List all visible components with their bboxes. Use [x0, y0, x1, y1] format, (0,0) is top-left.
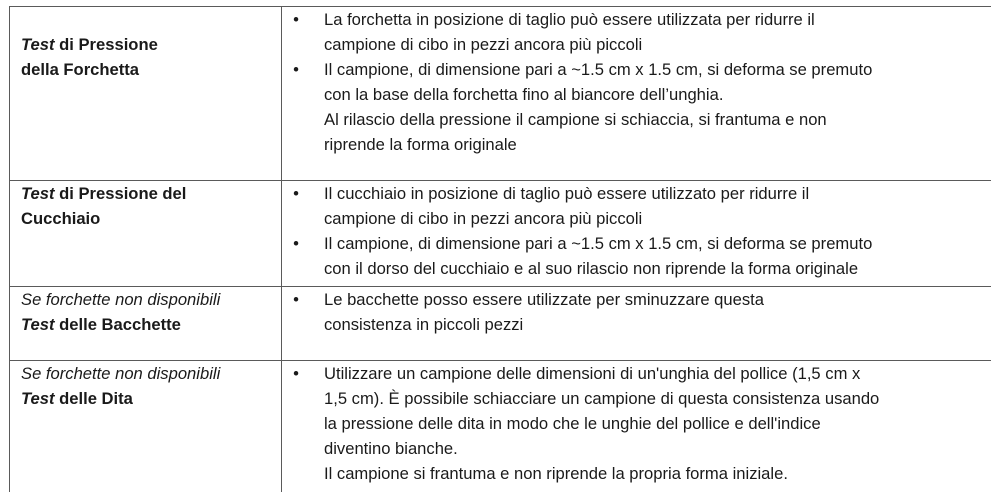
table-row	[10, 361, 992, 493]
description-line: 1,5 cm). È possibile schiacciare un campione di questa consistenza usando	[324, 389, 880, 408]
bullet-icon: •	[293, 10, 299, 29]
description-list	[282, 7, 991, 157]
test-name: Test di Pressione del	[21, 184, 187, 203]
description-line: riprende la forma originale	[324, 135, 517, 154]
description-line: Utilizzare un campione delle dimensioni di un'unghia del pollice (1,5 cm x	[324, 364, 861, 383]
list-item	[282, 57, 991, 157]
list-item	[282, 361, 991, 486]
availability-note: Se forchette non disponibili	[21, 290, 221, 309]
test-description-cell	[282, 287, 992, 361]
test-description-cell	[282, 361, 992, 493]
list-item	[282, 7, 991, 57]
bullet-icon: •	[293, 60, 299, 79]
description-line: Al rilascio della pressione il campione si schiaccia, si frantuma e non	[324, 110, 827, 129]
list-item	[282, 231, 991, 281]
bullet-icon: •	[293, 290, 299, 309]
test-name-cell	[10, 7, 282, 181]
test-name: Test delle Bacchette	[21, 315, 181, 334]
table-row	[10, 287, 992, 361]
description-line: campione di cibo in pezzi ancora più piccoli	[324, 35, 643, 54]
test-name-cell	[10, 287, 282, 361]
description-line: Le bacchette posso essere utilizzate per sminuzzare questa	[324, 290, 764, 309]
description-line: Il cucchiaio in posizione di taglio può essere utilizzato per ridurre il	[324, 184, 810, 203]
description-list	[282, 181, 991, 281]
consistency-test-table	[9, 6, 991, 492]
test-name: Test di Pressione	[21, 35, 158, 54]
description-line: consistenza in piccoli pezzi	[324, 315, 524, 334]
description-line: la pressione delle dita in modo che le unghie del pollice e dell'indice	[324, 414, 821, 433]
description-line: La forchetta in posizione di taglio può essere utilizzata per ridurre il	[324, 10, 815, 29]
description-line: campione di cibo in pezzi ancora più piccoli	[324, 209, 643, 228]
bullet-icon: •	[293, 234, 299, 253]
description-list	[282, 287, 991, 337]
test-name: Test delle Dita	[21, 389, 133, 408]
list-item	[282, 287, 991, 337]
description-line: diventino bianche.	[324, 439, 458, 458]
test-name-cell	[10, 361, 282, 493]
description-line: con il dorso del cucchiaio e al suo rilascio non riprende la forma originale	[324, 259, 859, 278]
test-name-cell	[10, 181, 282, 287]
description-line: con la base della forchetta fino al biancore dell’unghia.	[324, 85, 724, 104]
description-list	[282, 361, 991, 486]
description-line: Il campione si frantuma e non riprende la propria forma iniziale.	[324, 464, 788, 483]
availability-note: Se forchette non disponibili	[21, 364, 221, 383]
list-item	[282, 181, 991, 231]
table-row	[10, 7, 992, 181]
bullet-icon: •	[293, 184, 299, 203]
test-name-continued: Cucchiaio	[21, 209, 101, 228]
bullet-icon: •	[293, 364, 299, 383]
test-description-cell	[282, 181, 992, 287]
test-name-continued: della Forchetta	[21, 60, 140, 79]
description-line: Il campione, di dimensione pari a ~1.5 cm x 1.5 cm, si deforma se premuto	[324, 234, 873, 253]
test-description-cell	[282, 7, 992, 181]
table-row	[10, 181, 992, 287]
description-line: Il campione, di dimensione pari a ~1.5 cm x 1.5 cm, si deforma se premuto	[324, 60, 873, 79]
